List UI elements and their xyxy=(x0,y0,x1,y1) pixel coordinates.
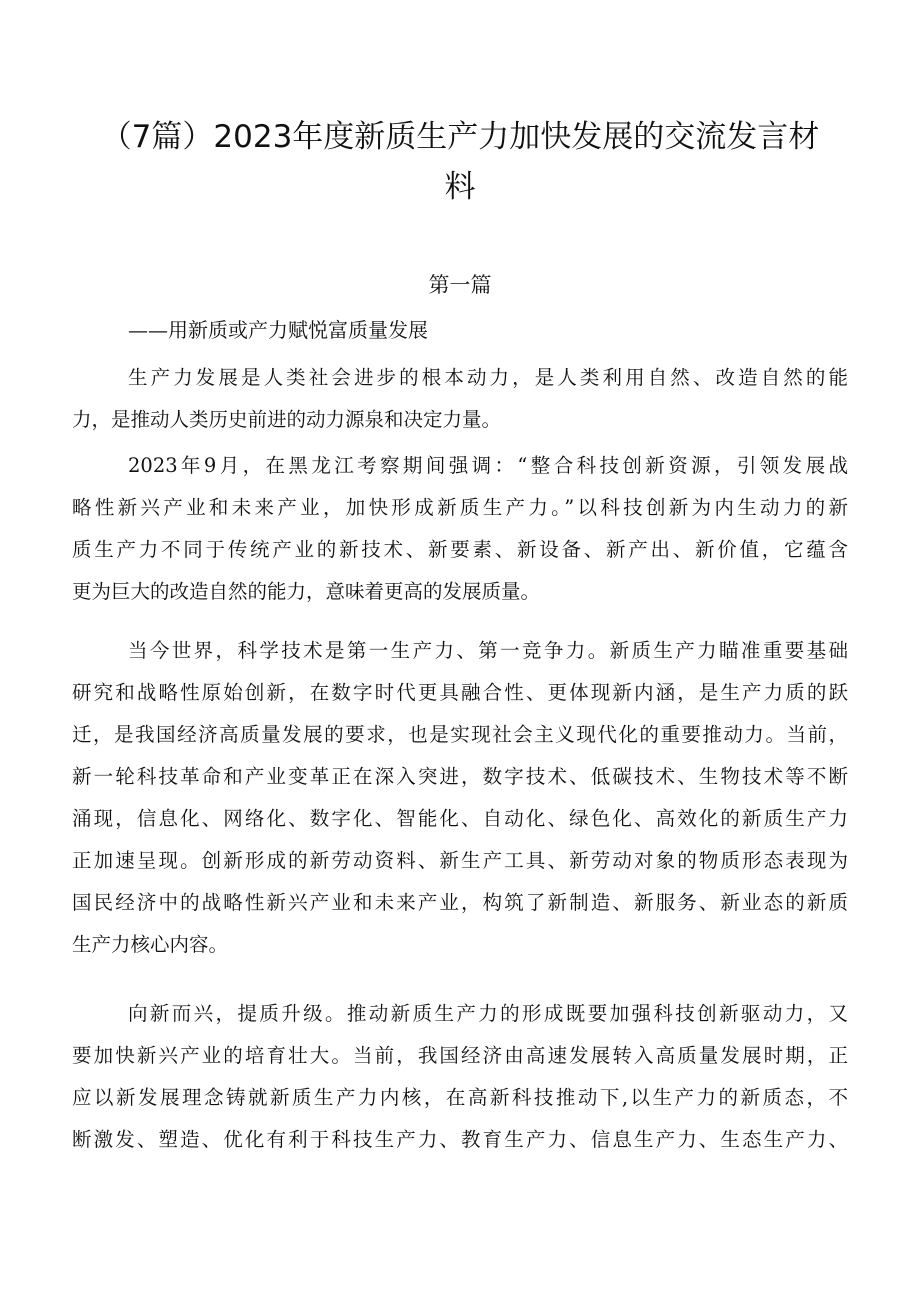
paragraph-line: 更为巨大的改造自然的能力，意味着更高的发展质量。 xyxy=(72,580,541,603)
paragraph-line: 当今世界，科学技术是第一生产力、第一竞争力。新质生产力瞄准重要基础 xyxy=(128,639,848,662)
paragraph-line: 迁，是我国经济高质量发展的要求，也是实现社会主义现代化的重要推动力。当前， xyxy=(72,723,848,746)
paragraph-3 xyxy=(72,630,848,966)
paragraph-line: 向新而兴，提质升级。推动新质生产力的形成既要加强科技创新驱动力，又 xyxy=(128,1002,848,1025)
paragraph-4 xyxy=(72,993,848,1161)
document-title-line-1: （7篇）2023年度新质生产力加快发展的交流发言材 xyxy=(100,119,820,155)
paragraph-line: 质生产力不同于传统产业的新技术、新要素、新设备、新产出、新价值，它蕴含 xyxy=(72,538,848,561)
paragraph-line: 正加速呈现。创新形成的新劳动资料、新生产工具、新劳动对象的物质形态表现为 xyxy=(72,849,848,872)
paragraph-line: 研究和战略性原始创新，在数字时代更具融合性、更体现新内涵，是生产力质的跃 xyxy=(72,681,848,704)
paragraph-line: 要加快新兴产业的培育壮大。当前，我国经济由高速发展转入高质量发展时期，正 xyxy=(72,1044,848,1067)
paragraph-line: 2023年9月，在黑龙江考察期间强调：“整合科技创新资源，引领发展战 xyxy=(128,454,848,477)
paragraph-line: 生产力核心内容。 xyxy=(72,933,229,956)
section-heading: 第一篇 xyxy=(428,273,492,297)
document-title xyxy=(100,112,820,212)
paragraph-line: 涌现，信息化、网络化、数字化、智能化、自动化、绿色化、高效化的新质生产力 xyxy=(72,807,848,830)
paragraph-line: 断激发、塑造、优化有利于科技生产力、教育生产力、信息生产力、生态生产力、 xyxy=(72,1128,848,1151)
paragraph-1 xyxy=(72,357,848,441)
paragraph-line: 略性新兴产业和未来产业，加快形成新质生产力。”以科技创新为内生动力的新 xyxy=(72,496,848,519)
paragraph-line: 应以新发展理念铸就新质生产力内核，在高新科技推动下,以生产力的新质态，不 xyxy=(72,1086,848,1109)
document-title-line-2: 料 xyxy=(444,169,476,205)
paragraph-line: 生产力发展是人类社会进步的根本动力，是人类利用自然、改造自然的能 xyxy=(128,366,848,389)
paragraph-line: 国民经济中的战略性新兴产业和未来产业，构筑了新制造、新服务、新业态的新质 xyxy=(72,891,848,914)
paragraph-2 xyxy=(72,445,848,613)
paragraph-line: 力，是推动人类历史前进的动力源泉和决定力量。 xyxy=(72,408,502,431)
section-subtitle: ——用新质或产力赋悦富质量发展 xyxy=(128,318,428,342)
paragraph-line: 新一轮科技革命和产业变革正在深入突进，数字技术、低碳技术、生物技术等不断 xyxy=(72,765,848,788)
